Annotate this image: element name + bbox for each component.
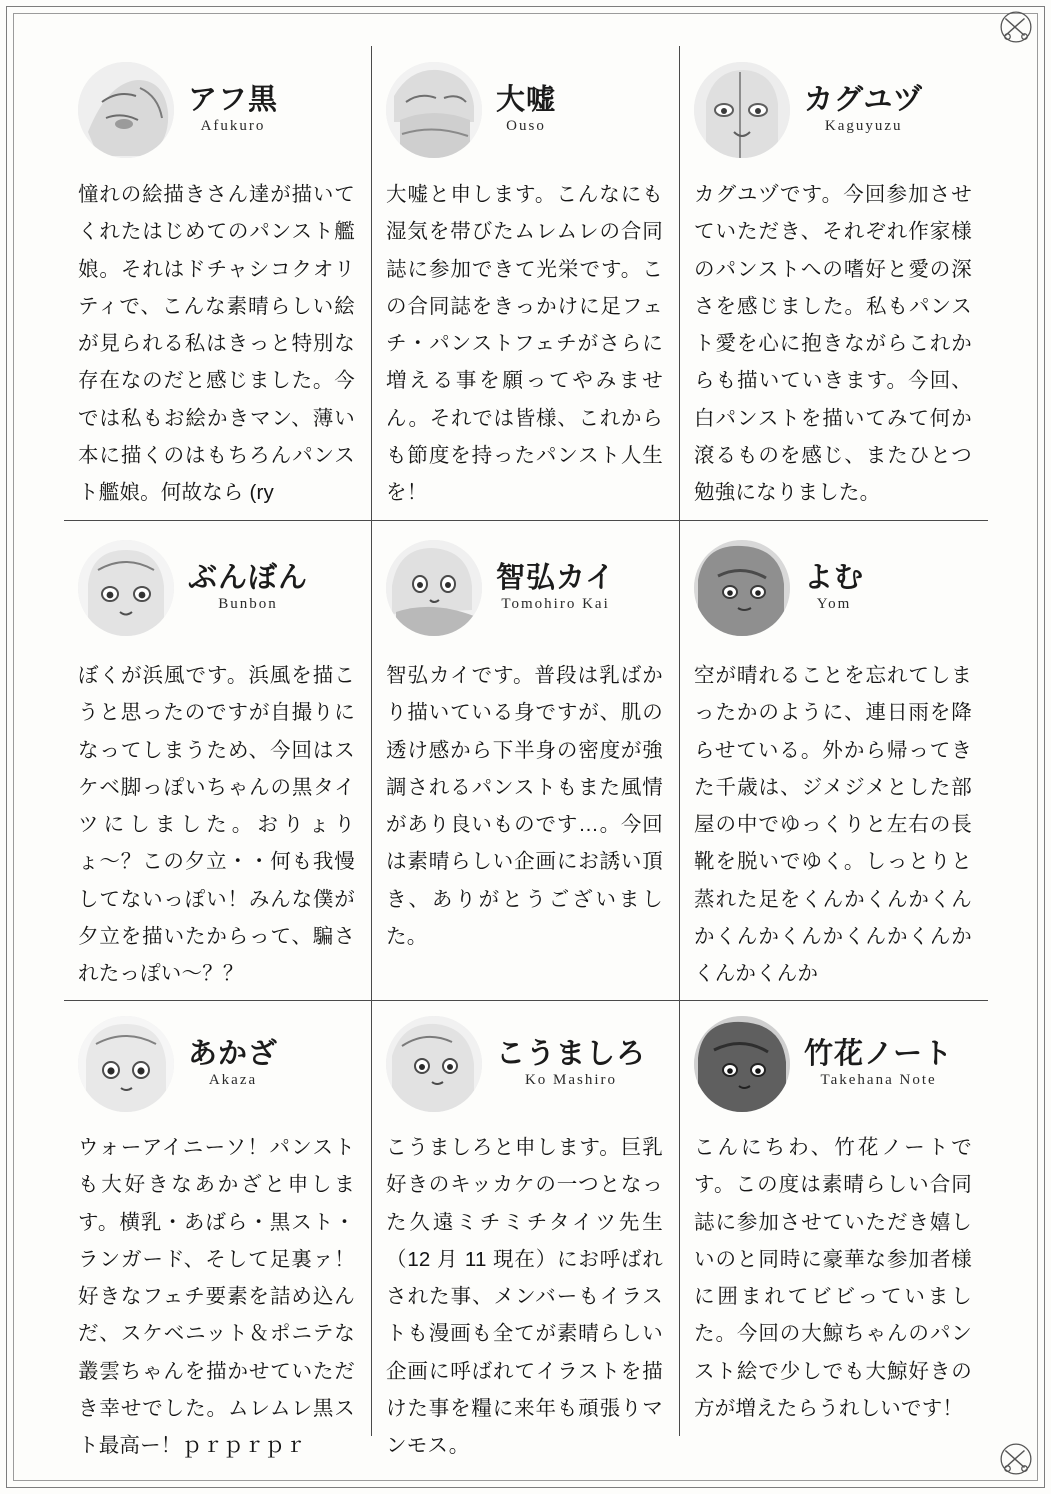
scissors-cut-mark-icon — [999, 1442, 1033, 1476]
contributor-name-romaji: Takehana Note — [820, 1072, 937, 1089]
contributor-name-romaji: Tomohiro Kai — [501, 596, 610, 613]
contributor-names — [496, 1039, 646, 1089]
contributor-name-romaji: Bunbon — [218, 596, 278, 613]
contributor-name-romaji: Ouso — [506, 118, 546, 135]
contributor-name-jp: あかざ — [188, 1037, 279, 1070]
contributor-card — [372, 46, 680, 521]
contributor-grid — [64, 46, 988, 1458]
contributor-header — [78, 521, 355, 647]
contributor-comment: 大嘘と申します。こんなにも湿気を帯びたムレムレの合同誌に参加できて光栄です。この合同誌をきっかけに足フェチ・パンストフェチがさらに増える事を願ってやみません。それでは皆様、これからも節度を持ったパンスト人生を！ — [386, 183, 663, 505]
contributor-name-jp: カグユヅ — [804, 83, 924, 116]
contributor-name-romaji: Yom — [816, 596, 852, 613]
avatar — [694, 1016, 790, 1112]
contributor-name-jp: こうましろ — [496, 1037, 647, 1070]
contributor-comment: こうましろと申します。巨乳好きのキッカケの一つとなった久遠ミチミチタイツ先生（12 月 11 現在）にお呼ばれされた事、メンバーもイラストも漫画も全てが素晴らしい企画に呼ばれてイラストを描けた事を糧に来年も頑張りマンモス。 — [386, 1136, 663, 1458]
contributor-name-romaji: Ko Mashiro — [524, 1072, 618, 1089]
contributor-names — [804, 1039, 953, 1089]
contributor-card — [64, 46, 372, 521]
contributor-names — [188, 85, 278, 135]
contributor-header — [386, 521, 663, 647]
contributor-card — [64, 521, 372, 1001]
contributor-comment: カグユヅです。今回参加させていただき、それぞれ作家様のパンストへの嗜好と愛の深さを感じました。私もパンスト愛を心に抱きながらこれからも描いていきます。今回、白パンストを描いてみて何か滾るものを感じ、またひとつ勉強になりました。 — [694, 183, 972, 505]
avatar — [386, 62, 482, 158]
contributor-card — [64, 1001, 372, 1458]
contributor-name-jp: アフ黒 — [188, 83, 279, 116]
contributor-names — [496, 85, 556, 135]
contributor-comment: 空が晴れることを忘れてしまったかのように、連日雨を降らせている。外から帰ってきた千歳は、ジメジメとした部屋の中でゆっくりと左右の長靴を脱いでゆく。しっとりと蒸れた足をくんかくんかくんかくんかくんかくんかくんかくんかくんか — [694, 664, 972, 986]
contributor-names — [804, 85, 923, 135]
contributor-names — [496, 563, 615, 613]
contributor-comment: ぼくが浜風です。浜風を描こうと思ったのですが自撮りになってしまうため、今回はスケベ脚っぽいちゃんの黒タイツにしました。おりょりょ〜？この夕立・・何も我慢してないっぽい！みんな僕が夕立を描いたからって、騙されたっぽい〜？？ — [78, 664, 355, 986]
avatar — [386, 540, 482, 636]
contributor-name-jp: 大嘘 — [496, 83, 557, 116]
contributor-card — [680, 521, 988, 1001]
contributor-header — [694, 521, 972, 647]
contributor-comment: こんにちわ、竹花ノートです。この度は素晴らしい合同誌に参加させていただき嬉しいのと同時に豪華な参加者様に囲まれてビビっていました。今回の大鯨ちゃんのパンスト絵で少しでも大鯨好きの方が増えたらうれしいです！ — [694, 1136, 972, 1421]
contributor-name-romaji: Afukuro — [200, 118, 266, 135]
avatar — [78, 1016, 174, 1112]
contributor-card — [372, 521, 680, 1001]
contributor-card — [680, 46, 988, 521]
contributor-name-romaji: Akaza — [208, 1072, 258, 1089]
avatar — [694, 540, 790, 636]
contributor-header — [78, 46, 355, 166]
contributor-header — [694, 46, 972, 166]
contributor-card — [680, 1001, 988, 1436]
contributor-name-jp: 竹花ノート — [804, 1037, 954, 1070]
contributor-header — [386, 1001, 663, 1119]
avatar — [78, 540, 174, 636]
contributor-header — [386, 46, 663, 166]
contributor-names — [804, 563, 864, 613]
avatar — [694, 62, 790, 158]
contributor-header — [78, 1001, 355, 1119]
scissors-cut-mark-icon — [999, 10, 1033, 44]
contributor-names — [188, 563, 308, 613]
contributor-name-jp: よむ — [804, 561, 865, 594]
contributor-comment: 憧れの絵描きさん達が描いてくれたはじめてのパンスト艦娘。それはドチャシコクオリティで、こんな素晴らしい絵が見られる私はきっと特別な存在なのだと感じました。今では私もお絵かきマン、薄い本に描くのはもちろんパンスト艦娘。何故なら (ry — [78, 183, 355, 505]
contributor-name-romaji: Kaguyuzu — [824, 118, 903, 135]
contributor-comment: 智弘カイです。普段は乳ばかり描いている身ですが、肌の透け感から下半身の密度が強調されるパンストもまた風情があり良いものです…。今回は素晴らしい企画にお誘い頂き、ありがとうございました。 — [386, 664, 663, 949]
avatar — [78, 62, 174, 158]
contributor-name-jp: 智弘カイ — [496, 561, 616, 594]
contributor-names — [188, 1039, 278, 1089]
avatar — [386, 1016, 482, 1112]
contributor-header — [694, 1001, 972, 1119]
contributor-card — [372, 1001, 680, 1458]
contributor-name-jp: ぶんぼん — [188, 561, 309, 594]
contributor-comment: ウォーアイニーソ！パンストも大好きなあかざと申します。横乳・あばら・黒スト・ランガード、そして足裏ァ！好きなフェチ要素を詰め込んだ、スケベニット＆ポニテな叢雲ちゃんを描かせていただき幸せでした。ムレムレ黒スト最高ー！ｐｒｐｒｐｒ — [78, 1136, 355, 1458]
